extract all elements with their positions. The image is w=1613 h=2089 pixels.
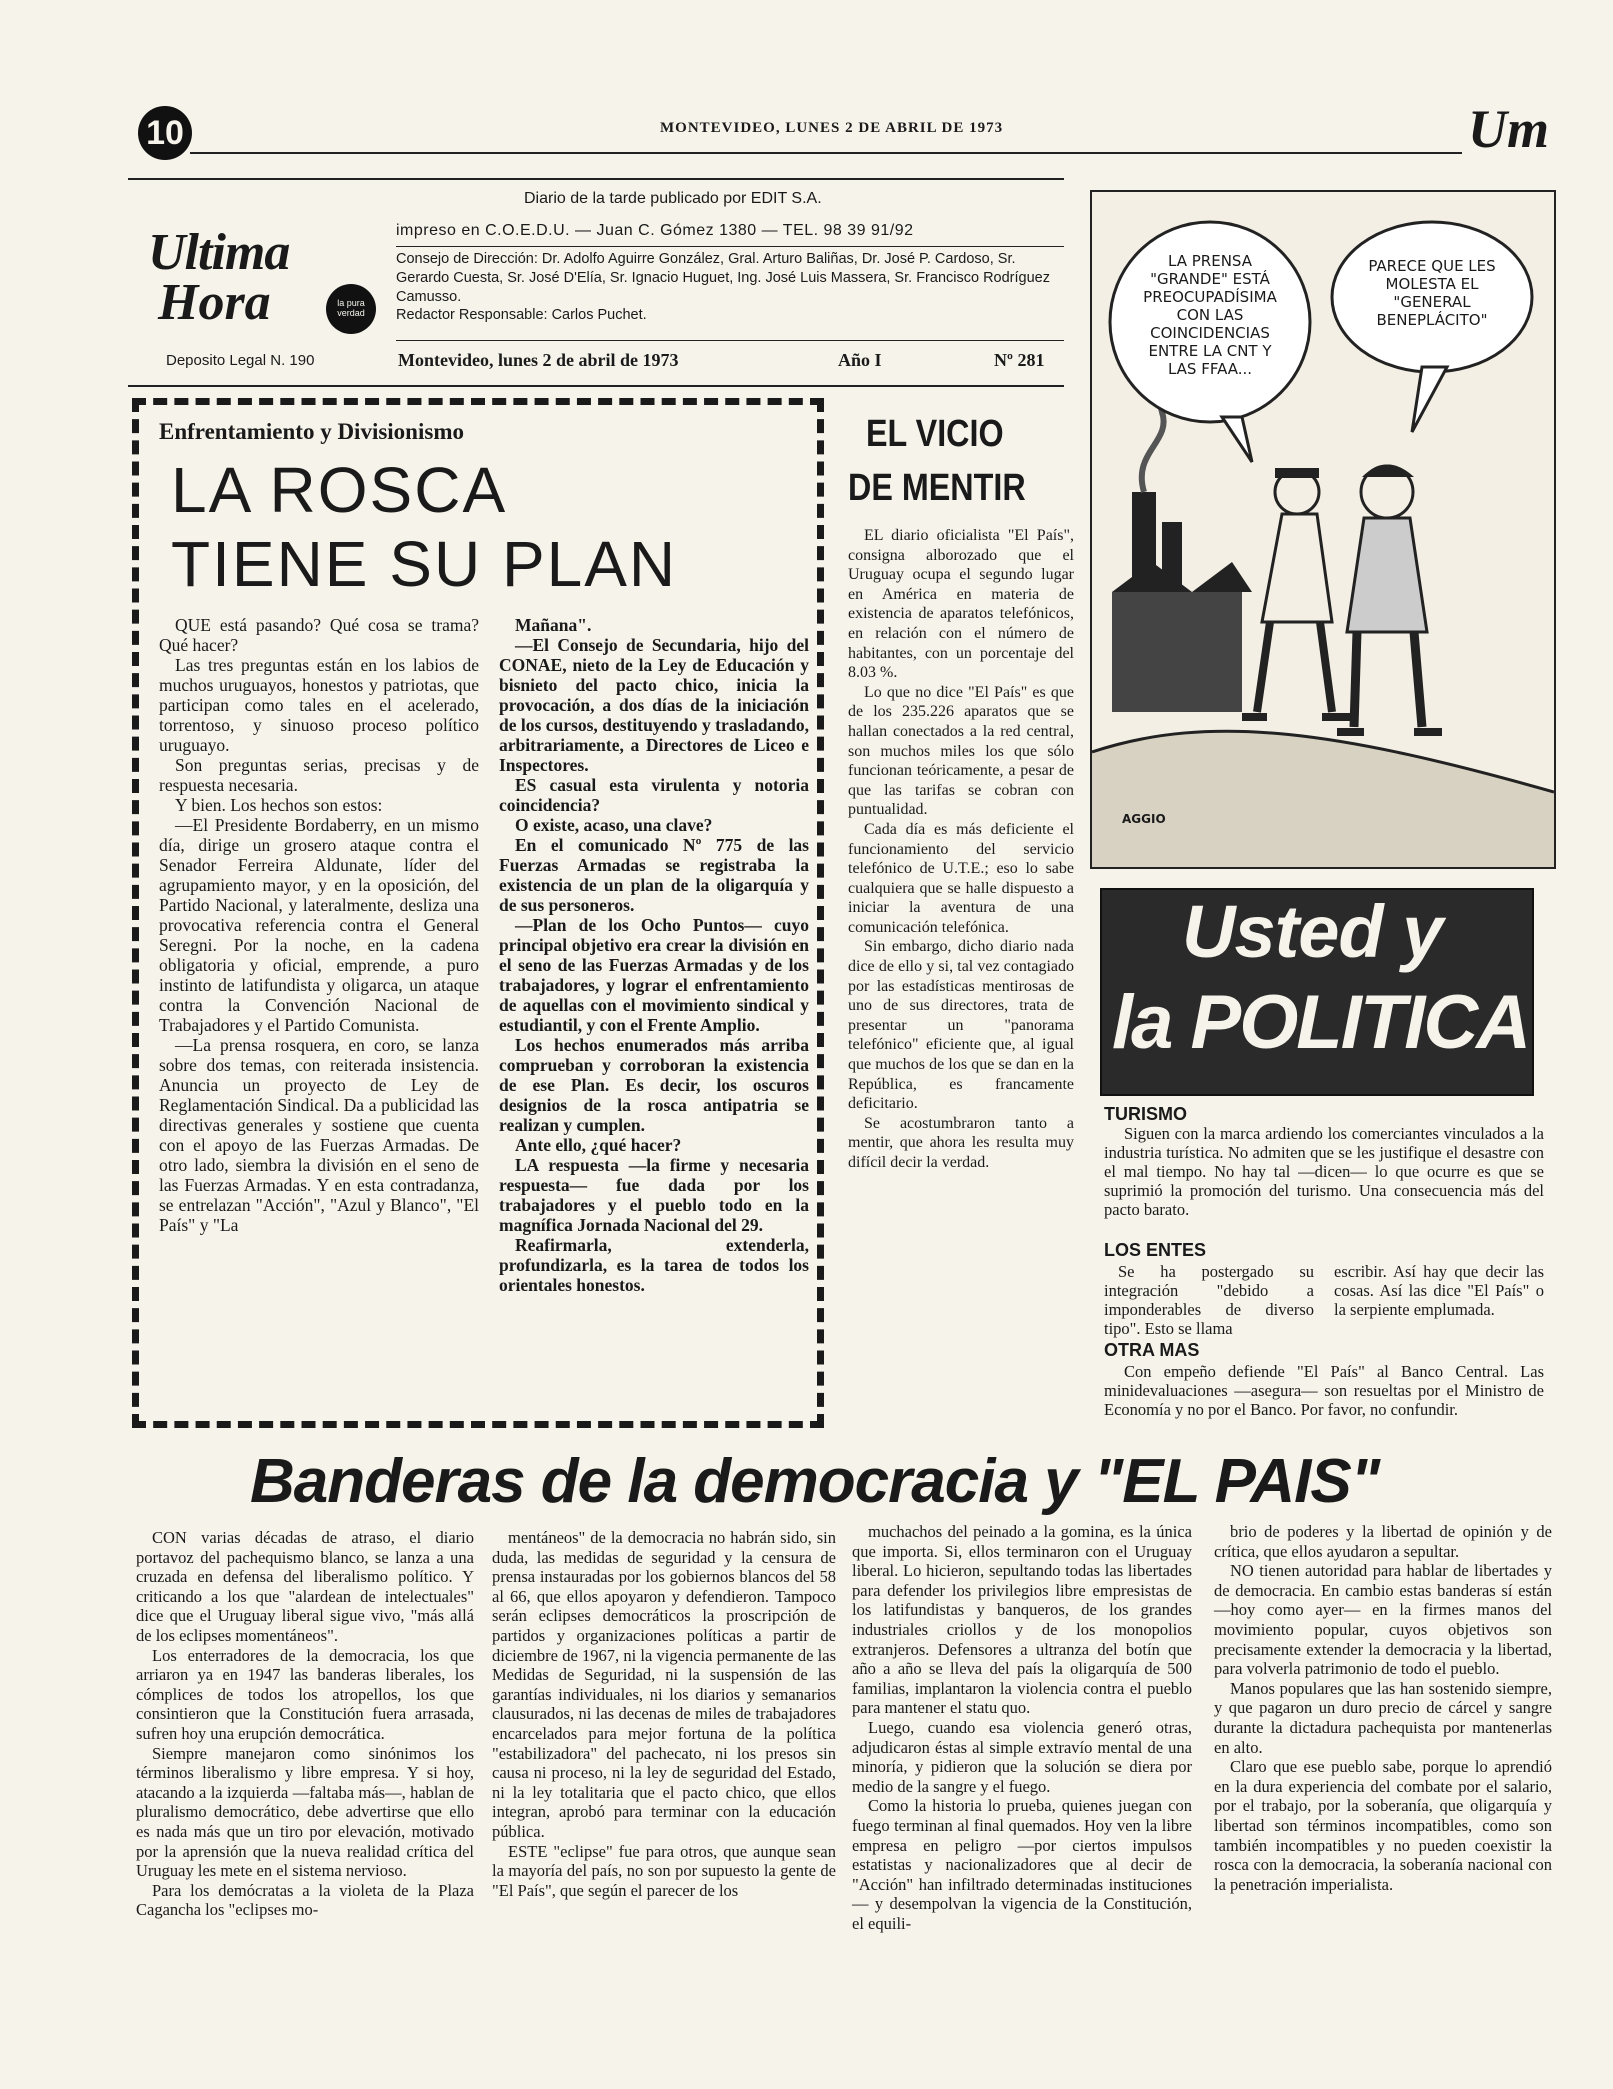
- page-number-badge: 10: [138, 106, 192, 160]
- paragraph: Se acostumbraron tanto a mentir, que ahora les resulta muy difícil decir la verdad.: [848, 1114, 1074, 1171]
- masthead-rule2: [396, 340, 1064, 341]
- usted-section-1-body: Siguen con la marca ardiendo los comerciantes vinculados a la industria turística. No admiten que se les justifique el desastre con el mal tiempo. No hay tal —dicen— lo que ocurre es que se suprimió la promoción del turismo. Una consecuencia más del pacto barato.: [1104, 1124, 1544, 1219]
- paragraph: mentáneos" de la democracia no habrán sido, sin duda, las medidas de seguridad y la censura de prensa instauradas por los gobiernos blancos del 58 al 66, que ellos apoyaron y defendieron. Tampoco serán eclipses democráticos la proscripción de partidos y organizaciones políticas a partir de diciembre de 1967, ni la vigencia permanente de las Medidas de Seguridad, ni la suspensión de las garantías individuales, ni los diarios y semanarios clausurados, ni las decenas de miles de trabajadores encarcelados para mejor fortuna de la política "estabilizadora" del pachecato, ni los presos sin causa ni proceso, ni la ley de seguridad del Estado, ni la ley totalitaria que el pacto chico, que ellos integran, aprobó para terminar con la educación pública.: [492, 1528, 836, 1841]
- paragraph: Reafirmarla, extenderla, profundizarla, es la tarea de todos los orientales honestos.: [499, 1235, 809, 1295]
- paragraph: Los enterradores de la democracia, los que arriaron ya en 1947 las banderas liberales, los cómplices de todos los atropellos, los que consintieron que la Constitución fuera arrasada, sufren hoy una erupción democrática.: [136, 1645, 474, 1743]
- banderas-col-4: [1214, 1522, 1552, 1894]
- masthead: [128, 178, 1064, 387]
- banderas-col-2: [492, 1528, 836, 1900]
- usted-section-2-title: LOS ENTES: [1104, 1240, 1207, 1260]
- paragraph: ESTE "eclipse" fue para otros, que aunque sean la mayoría del país, no son por supuesto la gente de "El País", que según el parecer de los: [492, 1841, 836, 1900]
- paragraph: —La prensa rosquera, en coro, se lanza sobre dos temas, con reiterada insistencia. Anuncia un proyecto de Ley de Reglamentación Sindical. Da a publicidad las directivas generales y sostiene que cuenta con el apoyo de las Fuerzas Armadas. De otro lado, siembra la división en el seno de las Fuerzas Armadas. Y en esta contradanza, se entrelazan "Acción", "Azul y Blanco", "El País" y "La: [159, 1035, 479, 1235]
- vicio-headline-2: DE MENTIR: [848, 467, 1026, 509]
- paragraph: NO tienen autoridad para hablar de libertades y de democracia. En cambio estas banderas sí están —hoy como ayer— en la firmes manos del movimiento popular, cuyos objetivos son precisamente extender la democracia y la libertad, para volverla patrimonio de todo el pueblo.: [1214, 1561, 1552, 1679]
- vicio-headline-1: EL VICIO: [866, 413, 1004, 455]
- paragraph: Cada día es más deficiente el funcionamiento del servicio telefónico de U.T.E.; eso lo sabe cualquiera que se halle dispuesto a iniciar la aventura de una comunicación telefónica.: [848, 820, 1074, 936]
- usted-section-2-body-b: escribir. Así hay que decir las cosas. Así las dice "El País" o la serpiente emplumada.: [1334, 1262, 1544, 1319]
- paragraph: Luego, cuando esa violencia generó otras, adjudicaron éstas al simple extravío mental de una minoría, y pidieron que la solución se diera por medio de la sangre y el fuego.: [852, 1717, 1192, 1796]
- rosca-kicker: Enfrentamiento y Divisionismo: [159, 419, 464, 444]
- rosca-col-2: [499, 615, 809, 1295]
- banderas-headline: Banderas de la democracia y "EL PAIS": [250, 1447, 1380, 1516]
- paragraph: Son preguntas serias, precisas y de respuesta necesaria.: [159, 755, 479, 795]
- cartoon-bubble-left: LA PRENSA "GRANDE" ESTÁ PREOCUPADÍSIMA CON LAS COINCIDENCIAS ENTRE LA CNT Y LAS FFAA...: [1143, 252, 1277, 378]
- paragraph: O existe, acaso, una clave?: [515, 815, 713, 835]
- usted-logo-line2: la POLITICA: [1112, 980, 1530, 1065]
- usted-section-3-title: OTRA MAS: [1104, 1340, 1200, 1360]
- rosca-headline-2: TIENE SU PLAN: [171, 528, 678, 600]
- masthead-council: Consejo de Dirección: Dr. Adolfo Aguirre González, Gral. Arturo Baliñas, Dr. José P. Cardoso, Sr. Gerardo Cuesta, Sr. José D'Elía, Sr. Ignacio Huguet, Ing. José Luis Massera, Sr. Francisco Rodríguez Camusso.: [396, 251, 1050, 305]
- paragraph: Manos populares que las han sostenido siempre, y que pagaron un duro precio de cárcel y sangre durante la dictadura pachequista por mantenerlas en alto.: [1214, 1678, 1552, 1757]
- rosca-col-1: [159, 615, 479, 1235]
- cartoon: [1090, 190, 1556, 869]
- rosca-article: [132, 398, 824, 1428]
- masthead-year: Año I: [838, 350, 882, 370]
- paragraph: QUE está pasando? Qué cosa se trama? Qué hacer?: [159, 615, 479, 655]
- corner-logo: Um: [1468, 99, 1549, 159]
- legal-deposit: Deposito Legal N. 190: [166, 352, 315, 369]
- paragraph: muchachos del peinado a la gomina, es la única que importa. Si, ellos terminaron con el Uruguay liberal. Lo hicieron, sepultando todas las libertades para defender los privilegios libre empresistas de los latifundistas y banqueros, de los grandes industriales criollos y de los monopolios extranjeros. Defensores a ultranza del botín que año a año se lleva del país la oligarquía de 500 familias, implantaron la violencia contra el pueblo para mantener el statu quo.: [852, 1522, 1192, 1718]
- paragraph: Ante ello, ¿qué hacer?: [515, 1135, 682, 1155]
- paragraph: Como la historia lo prueba, quienes juegan con fuego terminan al final quemados. Hoy ven la libre empresa en peligro —por ciertos impulsos estatistas y nacionalizadores que al decir de "Acción" han infiltrado determinadas instituciones— y desempolvan la vigencia de la Constitución, el equili-: [852, 1796, 1192, 1933]
- paragraph: —El Presidente Bordaberry, en un mismo día, dirige un grosero ataque contra el Senador Ferreira Aldunate, líder del agrupamiento mayor, y en la oposición, del Partido Nacional, y lateralmente, desliza una provocativa referencia contra el General Seregni. Por la noche, en la cadena obligatoria y oficial, emprende, a puro instinto de latifundista y oligarca, un ataque contra la Convención Nacional de Trabajadores y el Partido Comunista.: [159, 815, 479, 1035]
- paragraph: ES casual esta virulenta y notoria coincidencia?: [499, 775, 809, 815]
- vicio-body: [848, 526, 1074, 1173]
- paragraph: Y bien. Los hechos son estos:: [175, 795, 383, 815]
- banderas-col-3: [852, 1522, 1192, 1933]
- logo-line1: Ultima: [148, 224, 290, 281]
- usted-logo: [1100, 888, 1534, 1096]
- paragraph: brio de poderes y la libertad de opinión y de crítica, que ellos ayudaron a sepultar.: [1214, 1522, 1552, 1561]
- logo-line2: Hora: [158, 274, 271, 331]
- top-rule: [190, 152, 1462, 154]
- paragraph: LA respuesta —la firme y necesaria respuesta— fue dada por los trabajadores y el pueblo todo en la magnífica Jornada Nacional del 29.: [499, 1155, 809, 1235]
- usted-section-3-body: Con empeño defiende "El País" al Banco Central. Las minidevaluaciones —asegura— son resueltas por el Ministro de Economía y no por el Banco. Por favor, no confundir.: [1104, 1362, 1544, 1419]
- paragraph: Para los demócratas a la violeta de la Plaza Cagancha los "eclipses mo-: [136, 1880, 474, 1920]
- cartoon-bubble-right: PARECE QUE LES MOLESTA EL "GENERAL BENEPLÁCITO": [1368, 257, 1496, 329]
- paragraph: —El Consejo de Secundaria, hijo del CONAE, nieto de la Ley de Educación y bisnieto del pacto chico, inicia la provocación, a dos días de la iniciación de los cursos, destituyendo y trasladando, arbitrariamente, a Directores de Liceo e Inspectores.: [499, 635, 809, 775]
- cartoon-signature: AGGIO: [1122, 812, 1166, 826]
- masthead-tagline: Diario de la tarde publicado por EDIT S.A.: [524, 190, 822, 207]
- usted-section-2-body-a: Se ha postergado su integración "debido a imponderables de diverso tipo". Esto se llama: [1104, 1262, 1314, 1338]
- masthead-number: Nº 281: [994, 350, 1045, 370]
- banderas-col-1: [136, 1528, 474, 1920]
- dateline: MONTEVIDEO, LUNES 2 DE ABRIL DE 1973: [660, 120, 1004, 136]
- usted-section-1-title: TURISMO: [1104, 1104, 1187, 1124]
- paragraph: Mañana".: [515, 615, 592, 635]
- paragraph: CON varias décadas de atraso, el diario portavoz del pachequismo blanco, se lanza a una cruzada en defensa del liberalismo político. Y criticando a los que "alardean de intelectuales" dice que el Uruguay liberal sigue vivo, "más allá de los eclipses momentáneos".: [136, 1528, 474, 1645]
- paragraph: Siempre manejaron como sinónimos los términos liberalismo y libre empresa. Y si hoy, atacando a la izquierda —faltaba más—, hablan de pluralismo democrático, debe advertirse que ello es nada más que un tiro por elevación, motivado por la aprensión que la nueva realidad crítica del Uruguay les mete en el sistema nervioso.: [136, 1743, 474, 1881]
- masthead-date: Montevideo, lunes 2 de abril de 1973: [398, 350, 679, 370]
- usted-logo-line1: Usted y: [1182, 890, 1443, 973]
- rosca-headline-1: LA ROSCA: [171, 454, 508, 526]
- logo-badge: la pura verdad: [326, 284, 376, 334]
- masthead-logo: [148, 224, 378, 338]
- paragraph: En el comunicado Nº 775 de las Fuerzas Armadas se registraba la existencia de un plan de la oligarquía y de sus personeros.: [499, 835, 809, 915]
- paragraph: Las tres preguntas están en los labios de muchos uruguayos, honestos y patriotas, que participan como tales en el acelerado, torrentoso, y sinuoso proceso político uruguayo.: [159, 655, 479, 755]
- paragraph: EL diario oficialista "El País", consigna alborozado que el Uruguay ocupa el segundo lugar en América en materia de existencia de aparatos telefónicos, en relación con el número de habitantes, con un porcentaje del 8.03 %.: [848, 527, 1074, 682]
- paragraph: —Plan de los Ocho Puntos— cuyo principal objetivo era crear la división en el seno de las Fuerzas Armadas y de los trabajadores, y lograr el enfrentamiento de aquellas con el movimiento sindical y estudiantil, y con el Frente Amplio.: [499, 915, 809, 1035]
- masthead-rule: [396, 246, 1064, 247]
- paragraph: Lo que no dice "El País" es que de los 235.226 aparatos que se hallan conectados a la red central, son muchos miles los que sólo funcionan teóricamente, a pesar de que las tarifas se cobran con puntualidad.: [848, 683, 1074, 819]
- paragraph: Los hechos enumerados más arriba comprueban y corroboran la existencia de ese Plan. Es decir, los oscuros designios de la rosca antipatria se realizan y cumplen.: [499, 1035, 809, 1135]
- paragraph: Claro que ese pueblo sabe, porque lo aprendió en la dura experiencia del combate por el salario, por el trabajo, por la soberanía, que oligarquía y libertad son términos incompatibles, como son también incompatibles y no pueden coexistir la rosca con la democracia, la soberanía nacional con la penetración imperialista.: [1214, 1757, 1552, 1894]
- paragraph: Sin embargo, dicho diario nada dice de ello y si, tal vez contagiado por las estadísticas mentirosas de uno de sus directores, trata de presentar un "panorama telefónico" eficiente que, al igual que muchos de los que se dan en la República, es francamente deficitario.: [848, 938, 1074, 1113]
- masthead-printer: impreso en C.O.E.D.U. — Juan C. Gómez 1380 — TEL. 98 39 91/92: [396, 222, 914, 239]
- masthead-editor: Redactor Responsable: Carlos Puchet.: [396, 307, 647, 323]
- vicio-article: [848, 398, 1074, 1428]
